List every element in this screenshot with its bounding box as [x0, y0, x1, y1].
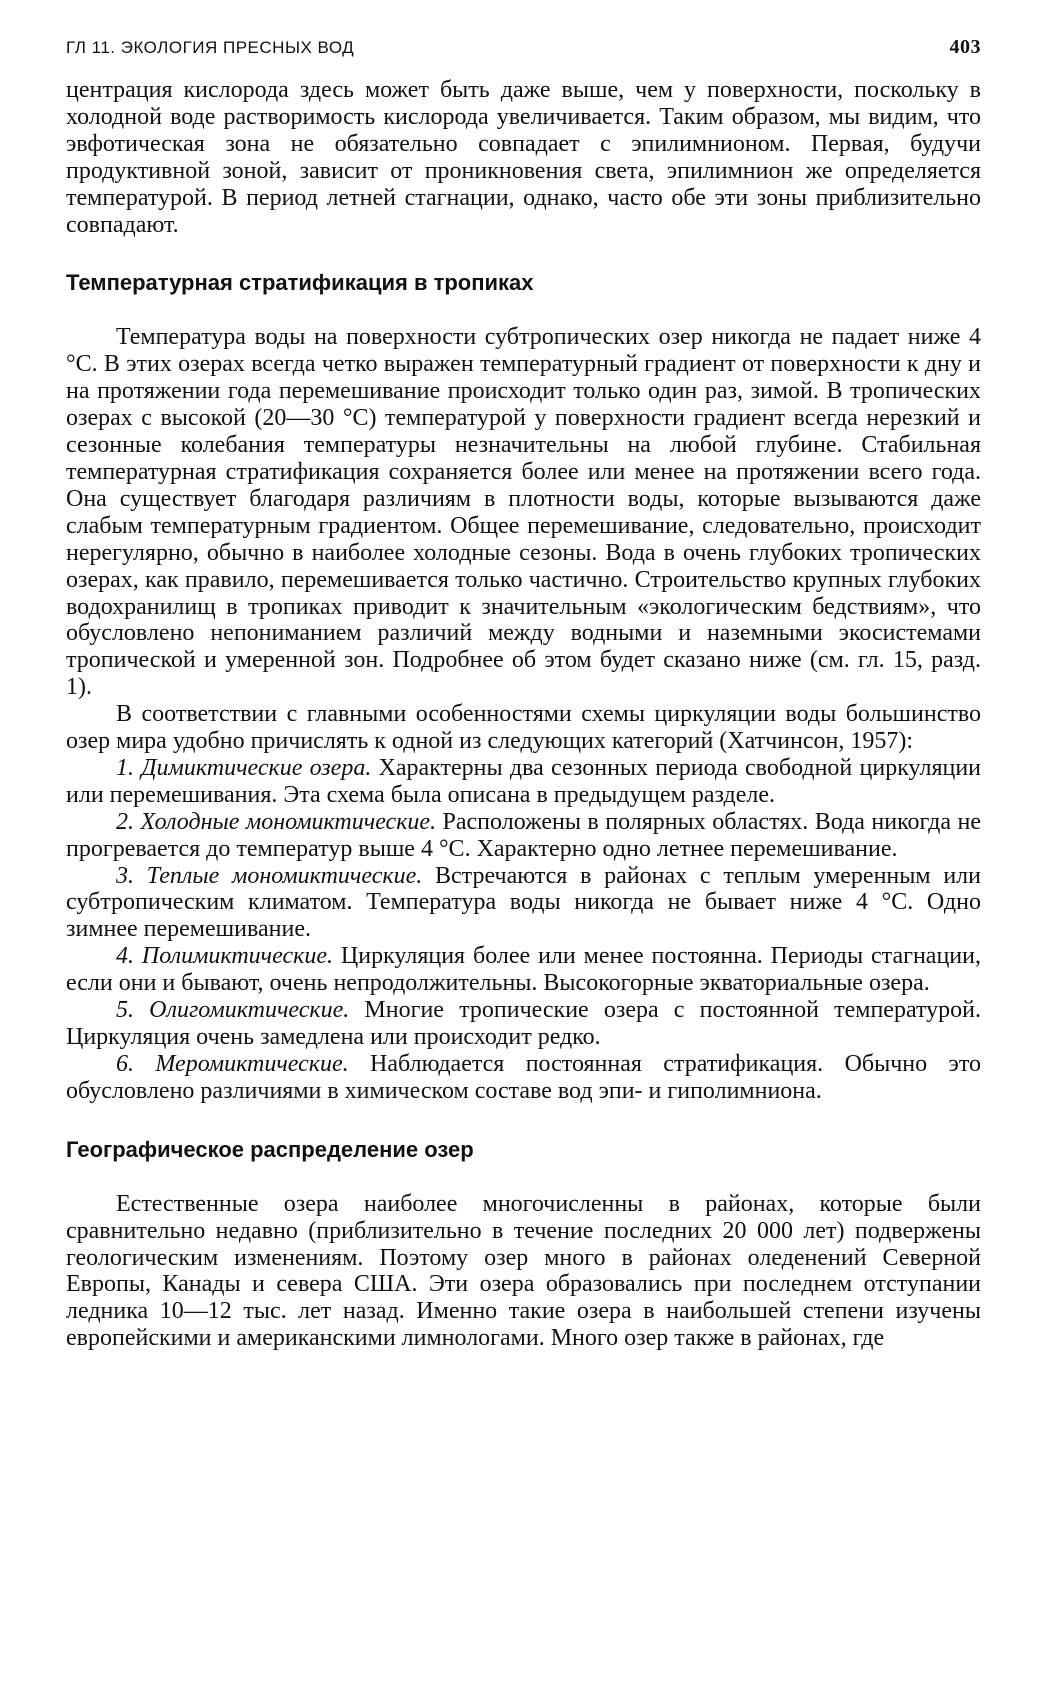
section-heading-geography: Географическое распределение озер: [66, 1136, 474, 1162]
page-number: 403: [949, 36, 981, 58]
category-item: [66, 1051, 981, 1105]
category-item: [66, 863, 981, 944]
tropics-paragraph-2: В соответствии с главными особенностями схемы циркуляции воды большинство озер мира удобно причислять к одной из следующих категорий (Хатчинсон, 1957):: [66, 701, 981, 755]
category-term: 3. Теплые мономиктические.: [116, 862, 423, 889]
category-text: Наблюдается постоянная стратификация. Обычно это обусловлено различиями в химическом составе вод эпи- и гиполимниона.: [66, 1050, 982, 1104]
category-term: 5. Олигомиктические.: [116, 997, 350, 1024]
chapter-title: ГЛ 11. ЭКОЛОГИЯ ПРЕСНЫХ ВОД: [66, 38, 355, 57]
tropics-paragraph-1: Температура воды на поверхности субтропических озер никогда не падает ниже 4 °С. В этих озерах всегда четко выражен температурный градиент от поверхности к дну и на протяжении года перемешивание происходит только один раз, зимой. В тропических озерах с высокой (20—30 °С) температурой у поверхности градиент всегда нерезкий и сезонные колебания температуры незначительны на любой глубине. Стабильная температурная стратификация сохраняется более или менее на протяжении всего года. Она существует благодаря различиям в плотности воды, которые вызываются даже слабым температурным градиентом. Общее перемешивание, следовательно, происходит нерегулярно, обычно в наиболее холодные сезоны. Вода в очень глубоких тропических озерах, как правило, перемешивается только частично. Строительство крупных глубоких водохранилищ в тропиках приводит к значительным «экологическим бедствиям», что обусловлено непониманием различий между водными и наземными экосистемами тропической и умеренной зон. Подробнее об этом будет сказано ниже (см. гл. 15, разд. 1).: [66, 324, 981, 701]
category-item: [66, 943, 981, 997]
running-header: [66, 36, 981, 59]
category-term: 4. Полимиктические.: [116, 943, 333, 970]
category-text: Многие тропические озера с постоянной температурой. Циркуляция очень замедлена или происходит редко.: [66, 997, 982, 1050]
section-heading-tropics: Температурная стратификация в тропиках: [66, 270, 534, 296]
category-text: Циркуляция более или менее постоянна. Периоды стагнации, если они и бывают, очень непродолжительны. Высокогорные экваториальные озера.: [66, 943, 981, 997]
category-term: 6. Меромиктические.: [116, 1050, 349, 1077]
category-item: [66, 809, 981, 863]
category-term: 1. Димиктические озера.: [116, 754, 372, 781]
category-term: 2. Холодные мономиктические.: [116, 808, 437, 835]
category-text: Характерны два сезонных периода свободной циркуляции или перемешивания. Эта схема была описана в предыдущем разделе.: [66, 754, 982, 808]
intro-paragraph: центрация кислорода здесь может быть даже выше, чем у поверхности, поскольку в холодной воде растворимость кислорода увеличивается. Таким образом, мы видим, что эвфотическая зона не обязательно совпадает с эпилимнионом. Первая, будучи продуктивной зоной, зависит от проникновения света, эпилимнион же определяется температурой. В период летней стагнации, однако, часто обе эти зоны приблизительно совпадают.: [66, 77, 981, 238]
category-text: Встречаются в районах с теплым умеренным или субтропическим климатом. Температура воды никогда не бывает ниже 4 °С. Одно зимнее перемешивание.: [66, 862, 982, 943]
geography-paragraph-1: Естественные озера наиболее многочисленны в районах, которые были сравнительно недавно (приблизительно в течение последних 20 000 лет) подвержены геологическим изменениям. Поэтому озер много в районах оледенений Северной Европы, Канады и севера США. Эти озера образовались при последнем отступании ледника 10—12 тыс. лет назад. Именно такие озера в наибольшей степени изучены европейскими и американскими лимнологами. Много озер также в районах, где: [66, 1190, 981, 1352]
category-item: [66, 997, 981, 1051]
category-item: [66, 755, 981, 809]
category-text: Расположены в полярных областях. Вода никогда не прогревается до температур выше 4 °С. Характерно одно летнее перемешивание.: [66, 808, 981, 862]
book-page: [66, 36, 981, 1352]
